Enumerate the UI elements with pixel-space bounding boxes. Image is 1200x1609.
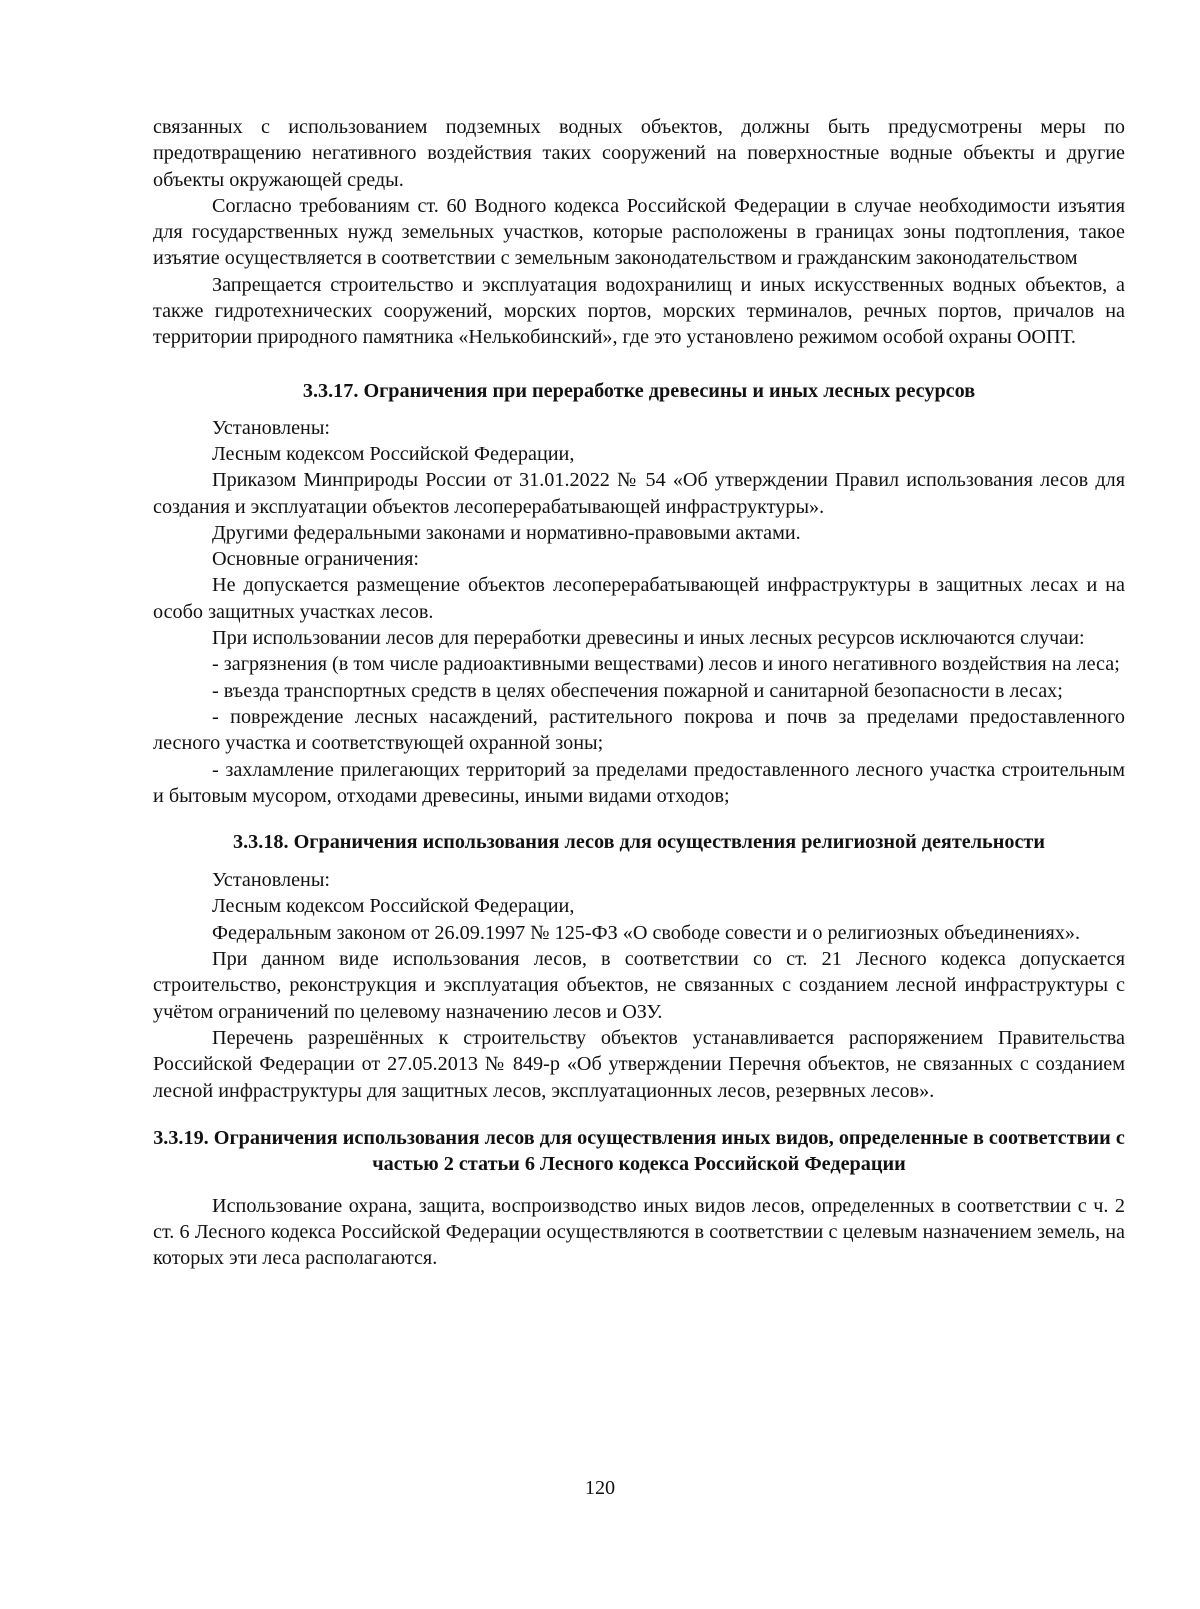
paragraph: Другими федеральными законами и нормативно-правовыми актами. <box>212 521 801 544</box>
section-heading-3-3-18: 3.3.18. Ограничения использования лесов для осуществления религиозной деятельности <box>233 831 1045 854</box>
list-item: - загрязнения (в том числе радиоактивными веществами) лесов и иного негативного воздействия на леса; <box>212 653 1120 676</box>
paragraph: Согласно требованиям ст. 60 Водного кодекса Российской Федерации в случае необходимости изъятия для государственных нужд земельных участков, которые расположены в границах зоны подтопления, такое изъятие осуществляется в соответствии с земельным законодательством и гражданским законодательством <box>153 194 1125 270</box>
paragraph: Приказом Минприроды России от 31.01.2022 № 54 «Об утверждении Правил использования лесов для создания и эксплуатации объектов лесоперерабатывающей инфраструктуры». <box>153 469 1125 518</box>
paragraph: связанных с использованием подземных водных объектов, должны быть предусмотрены меры по предотвращению негативного воздействия таких сооружений на поверхностные водные объекты и другие объекты окружающей среды. <box>153 116 1125 191</box>
section-heading-3-3-17: 3.3.17. Ограничения при переработке древесины и иных лесных ресурсов <box>302 379 976 402</box>
list-item: - повреждение лесных насаждений, растительного покрова и почв за пределами предоставленного лесного участка и соответствующей охранной зоны; <box>153 705 1125 755</box>
paragraph: При данном виде использования лесов, в соответствии со ст. 21 Лесного кодекса допускается строительство, реконструкция и эксплуатация объектов, не связанных с созданием лесной инфраструктуры с учётом ограничений по целевому назначению лесов и ОЗУ. <box>153 948 1125 1023</box>
paragraph: Перечень разрешённых к строительству объектов устанавливается распоряжением Правительства Российской Федерации от 27.05.2013 № 849-р «Об утверждении Перечня объектов, не связанных с созданием лесной инфраструктуры для защитных лесов, эксплуатационных лесов, резервных лесов». <box>153 1026 1125 1102</box>
paragraph: При использовании лесов для переработки древесины и иных лесных ресурсов исключаются случаи: <box>212 627 1085 650</box>
paragraph: Использование охрана, защита, воспроизводство иных видов лесов, определенных в соответствии с ч. 2 ст. 6 Лесного кодекса Российской Федерации осуществляются в соответствии с целевым назначением земель, на которых эти леса располагаются. <box>153 1194 1125 1270</box>
page-number: 120 <box>584 1477 616 1499</box>
paragraph: Федеральным законом от 26.09.1997 № 125-ФЗ «О свободе совести и о религиозных объединениях». <box>212 921 1081 944</box>
document-body <box>153 114 1125 1272</box>
section-heading-3-3-19: 3.3.19. Ограничения использования лесов для осуществления иных видов, определенные в соответствии с частью 2 статьи 6 Лесного кодекса Российской Федерации <box>153 1126 1125 1175</box>
paragraph: Лесным кодексом Российской Федерации, <box>212 442 575 465</box>
list-item: - въезда транспортных средств в целях обеспечения пожарной и санитарной безопасности в лесах; <box>212 679 1063 702</box>
paragraph: Не допускается размещение объектов лесоперерабатывающей инфраструктуры в защитных лесах и на особо защитных участках лесов. <box>153 574 1125 623</box>
paragraph: Установлены: <box>212 869 331 892</box>
paragraph: Установлены: <box>212 416 331 439</box>
paragraph: Запрещается строительство и эксплуатация водохранилищ и иных искусственных водных объектов, а также гидротехнических сооружений, морских портов, морских терминалов, речных портов, причалов на территории природного памятника «Нелькобинский», где это установлено режимом особой охраны ООПТ. <box>153 273 1125 349</box>
paragraph: Лесным кодексом Российской Федерации, <box>212 895 575 918</box>
list-item: - захламление прилегающих территорий за пределами предоставленного лесного участка строительным и бытовым мусором, отходами древесины, иными видами отходов; <box>153 758 1125 807</box>
paragraph: Основные ограничения: <box>212 548 419 571</box>
